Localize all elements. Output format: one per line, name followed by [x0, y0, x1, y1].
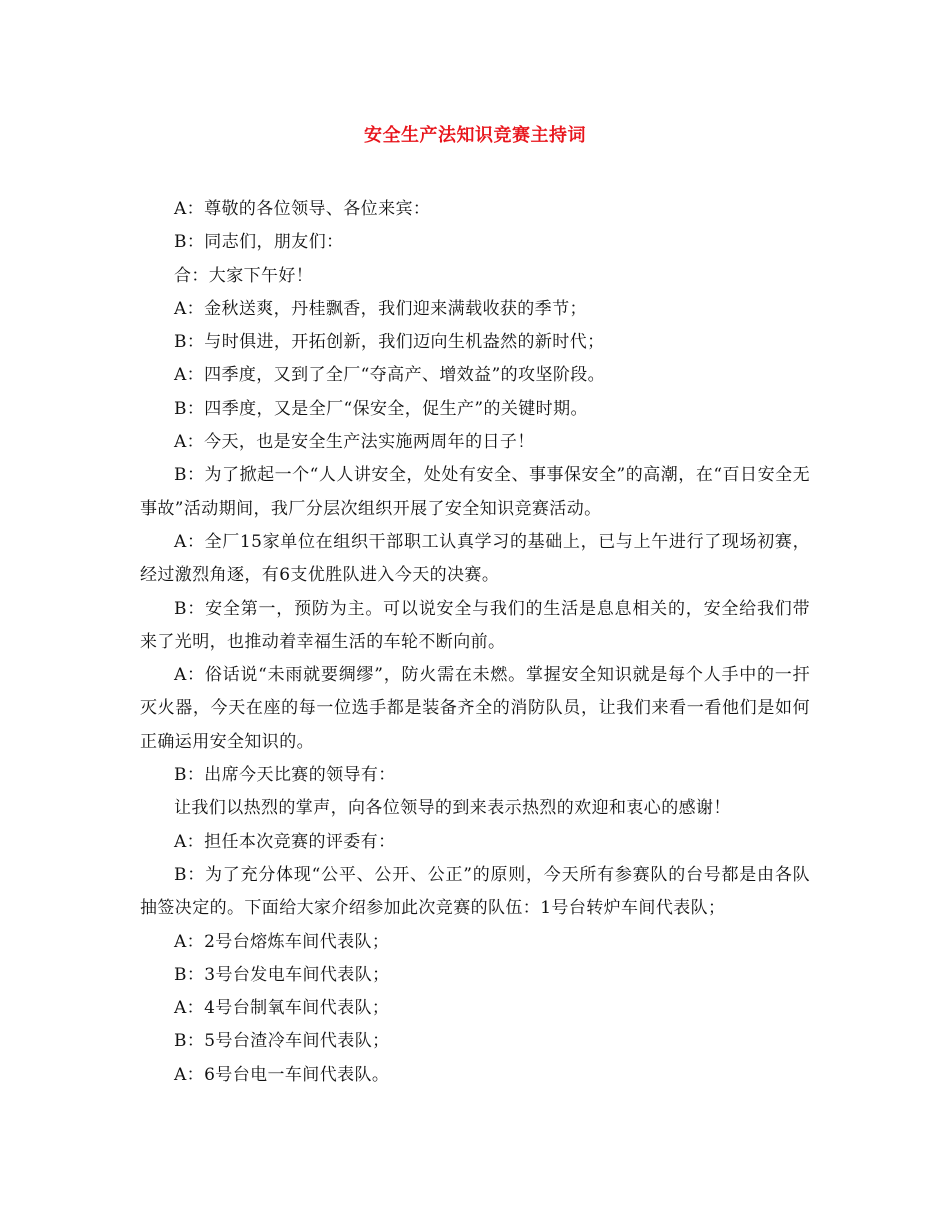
paragraph: B：为了掀起一个“人人讲安全，处处有安全、事事保安全”的高潮，在“百日安全无事故”活动期间，我厂分层次组织开展了安全知识竞赛活动。 — [140, 465, 810, 519]
paragraph: B：为了充分体现“公平、公开、公正”的原则，今天所有参赛队的台号都是由各队抽签决定的。下面给大家介绍参加此次竞赛的队伍：1号台转炉车间代表队； — [140, 864, 810, 919]
paragraph: B：安全第一，预防为主。可以说安全与我们的生活是息息相关的，安全给我们带来了光明，也推动着幸福生活的车轮不断向前。 — [140, 598, 810, 652]
paragraph: 让我们以热烈的掌声，向各位领导的到来表示热烈的欢迎和衷心的感谢！ — [174, 798, 731, 819]
paragraph: A：4号台制氧车间代表队； — [174, 998, 390, 1019]
paragraph: B：四季度，又是全厂“保安全，促生产”的关键时期。 — [174, 398, 588, 419]
paragraph: B：与时俱进，开拓创新，我们迈向生机盎然的新时代； — [174, 332, 605, 353]
paragraph: A：2号台熔炼车间代表队； — [174, 931, 390, 952]
document-body — [140, 193, 810, 1092]
paragraph: 合：大家下午好！ — [174, 265, 314, 286]
paragraph: A：全厂15家单位在组织干部职工认真学习的基础上，已与上午进行了现场初赛，经过激烈角逐，有6支优胜队进入今天的决赛。 — [140, 531, 810, 586]
paragraph: A：尊敬的各位领导、各位来宾： — [174, 199, 431, 219]
paragraph: A：今天，也是安全生产法实施两周年的日子！ — [174, 432, 535, 453]
paragraph: B：出席今天比赛的领导有： — [174, 765, 396, 786]
paragraph: A：四季度，又到了全厂“夺高产、增效益”的攻坚阶段。 — [174, 365, 606, 386]
paragraph: A：6号台电一车间代表队。 — [174, 1064, 390, 1085]
paragraph: B：同志们，朋友们： — [174, 232, 344, 253]
document-title: 安全生产法知识竞赛主持词 — [364, 125, 586, 146]
paragraph: A：担任本次竞赛的评委有： — [174, 831, 396, 852]
paragraph: B：3号台发电车间代表队； — [174, 964, 390, 985]
paragraph: A：俗话说“未雨就要绸缪”，防火需在未燃。掌握安全知识就是每个人手中的一扞灭火器，今天在座的每一位选手都是装备齐全的消防队员，让我们来看一看他们是如何正确运用安全知识的。 — [140, 665, 810, 752]
paragraph: B：5号台渣冷车间代表队； — [174, 1031, 390, 1052]
paragraph: A：金秋送爽，丹桂飘香，我们迎来满载收获的季节； — [174, 298, 587, 319]
